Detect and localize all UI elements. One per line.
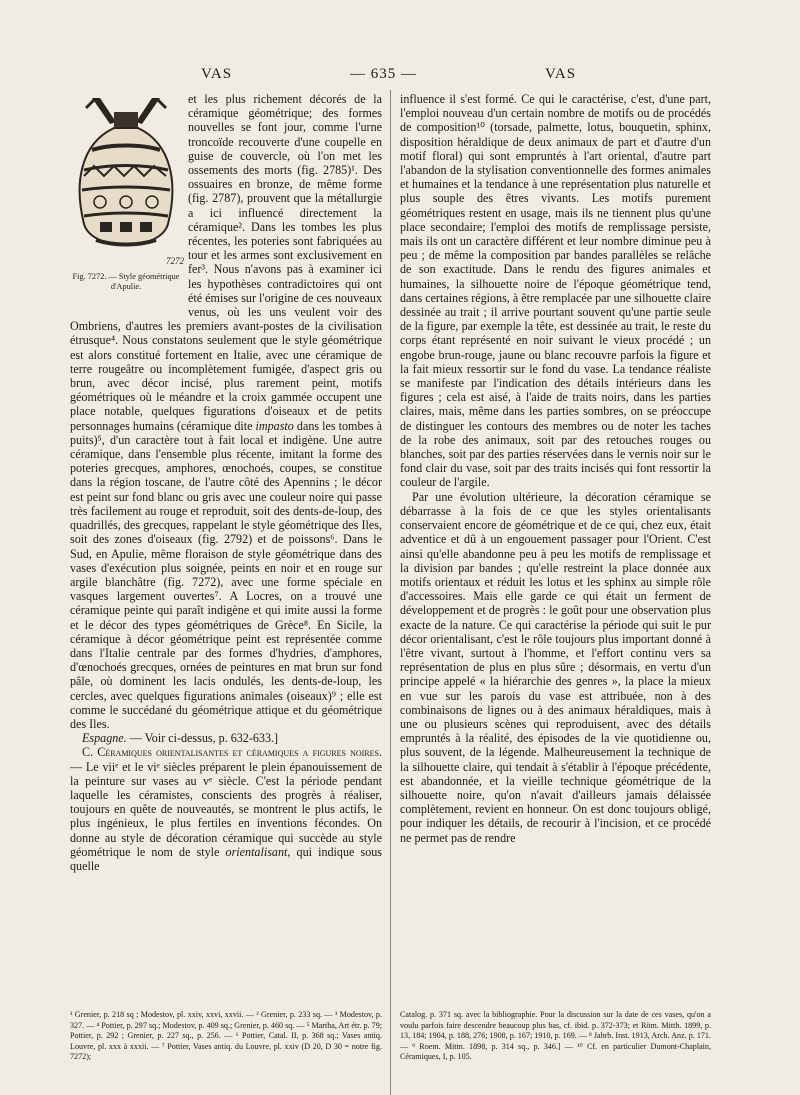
footnotes-left	[70, 1010, 382, 1063]
footnotes-right	[400, 1010, 711, 1063]
text-run: dans les tombes à puits)⁵, d'un caractère tout à fait local et indigène. Une autre céramique, dans l'ensemble plus récente, imitant la forme des poteries grecques, amphores, œnochoés, coupes, se constitue dans la région toscane, de l'autre côté des Apennins ; le décor est peint sur fond blanc ou gris avec une couleur noire qui passe très facilement au rouge et reproduit, soit des dents-de-loup, des quadrillés, des grecques, rappelant le style géométrique des Iles, soit des zones d'oiseaux (fig. 2792) et de poissons⁶. Dans le Sud, en Apulie, même floraison de style géométrique dans des vases d'exécution plus soignée, peints en noir et en rouge sur argile blanchâtre (fig. 7272), avec une forme spéciale en vasques largement ouvertes⁷. A Locres, on a trouvé une céramique peinte qui paraît indigène et qui imite aussi la forme et le décor des types géométriques de Grèce⁸. En Sicile, la céramique à décor géométrique peint est représentée comme dans l'Italie centrale par des formes d'hydries, d'amphores, d'œnochoés grecques, ornées de peintures en mat brun sur fond pâle, où dominent les lacis ondulés, les dents-de-loup, les cercles, avec quelques figurations animales (oiseaux)⁹ ; elle est comme le succédané du géométrique attique et du géométrique des Iles.	[70, 418, 382, 731]
right-column	[400, 92, 711, 845]
section-c-paragraph	[70, 745, 382, 873]
text-run: — Voir ci-dessus, p. 632-633.]	[126, 731, 279, 746]
text-run: et les plus richement décorés de la céramique géométrique; des formes nouvelles se font jour, comme l'urne troncoïde recouverte d'une coupelle en guise de couvercle, où l'on met les ossements des morts (fig. 2785)¹. Des ossuaires en bronze, de même forme (fig. 2787), prouvent que la métallurgie a ici influencé directement la céramique². Dans les tombes les plus récentes, les poteries sont fabriquées au tour et les armes sont exclusivement en fer³. Nous n'avons pas à examiner ici les hypothèses contradictoires qui ont été émises sur l'origine de ces nouveaux venus, où les uns veulent voir des Ombriens, d'autres les premiers avant-postes de la civilisation étrusque⁴. Nous constatons seulement que le style géométrique est alors constitué fortement en Italie, avec une céramique de terre rougeâtre ou incomplètement fumigée, d'aspect gris ou brun, avec décor incisé, plus rarement peint, motifs géométriques où le méandre et la croix gammée occupent une place notable, quelques figurations d'oiseaux et de petits personnages humains (céramique dite	[70, 92, 382, 433]
footnote-text: Catalog. p. 371 sq. avec la bibliographie. Pour la discussion sur la date de ces vases, qu'on a voulu parfois faire descendre beaucoup plus bas, cf. ibid. p. 372-373; et Röm. Mitth. 1899, p. 13, 184; 1904, p. 188, 276; 1908, p. 167; 1910, p. 169. — ⁸ Jahrb. Inst. 1913, Arch. Anz. p. 171. — ⁹ Roem. Mittn. 1898, p. 314 sq., p. 346.] — ¹⁰ Cf. en particulier Dumont-Chaplain, Céramiques, I, p. 105.	[400, 1010, 711, 1062]
right-paragraph-2: Par une évolution ultérieure, la décoration céramique se débarrasse à la fois de ce que les styles orientalisants conservaient encore de géométrique et de ce qui, chez eux, était adventice et dû à un engouement passager pour l'Orient. C'est ainsi qu'elle abandonne peu à peu les motifs de remplissage et la division par bandes ; qu'elle restreint la place donnée aux motifs orientaux et réduit les lotus et les sphinx au simple rôle d'accessoires. Mais elle garde ce qui était un ferment de développement et de progrès : le goût pour une observation plus exacte de la nature. Ce qui caractérise la période qui suit le pur décor orientalisant, c'est le rôle toujours plus important donné à l'être vivant, surtout à l'homme, et l'effort continu vers sa représentation de plus en plus sûre ; désormais, en vertu d'un principe appelé « la hiérarchie des genres », la place la mieux en vue sur les parois du vase est attribuée, non à des combinaisons de lignes ou à des animaux héraldiques, mais à une ou plusieurs scènes qui reproduisent, avec des détails empruntés à la réalité, des épisodes de la vie quotidienne ou, plus souvent, de la légende. Malheureusement la technique de la silhouette claire, qui tendait à s'établir à l'époque précédente, est abandonnée, et la vieille technique géométrique de la silhouette noire, qu'on n'avait d'ailleurs jamais délaissée complètement, revient en honneur. On est donc toujours obligé, pour indiquer les détails, de recourir à l'incision, et ce procédé ne permet pas de rendre	[400, 489, 711, 845]
text-run: — Le viiᵉ et le viᵉ siècles préparent le plein épanouissement de la peinture sur vases au vᵉ siècle. C'est la période pendant laquelle les céramistes, conscients des progrès à réaliser, toujours en quête de nouveautés, se montrent le plus actifs, le plus ingénieux, le plus fertiles en inventions fécondes. On donne au style de décoration céramique qui succède au style géométrique le nom de style	[70, 759, 382, 859]
page-number: — 635 —	[350, 66, 417, 82]
section-c-heading: C. Céramiques orientalisantes et céramiques a figures noires.	[82, 745, 382, 760]
text-run: , qui indique sous quelle	[70, 844, 382, 873]
footnote-text: ¹ Grenier, p. 218 sq ; Modestov, pl. xxiv, xxvi, xxvii. — ² Grenier, p. 233 sq. — ³ Modestov, p. 327. — ⁴ Pottier, p. 297 sq.; Modestov, p. 409 sq.; Grenier, p. 460 sq. — ⁵ Martha, Art étr. p. 79; Pottier, p. 292 ; Grenier, p. 227 sq., p. 256. — ⁶ Pottier, Catal. II, p. 368 sq.; Vases antiq. Louvre, pl. xxx à xxxii. — ⁷ Pottier, Vases antiq. du Louvre, pl. xxiv (D 20, D 30 = notre fig. 7272);	[70, 1010, 382, 1062]
running-head-left: VAS	[201, 66, 233, 82]
running-head-right: VAS	[545, 66, 577, 82]
figure-sketch-mark: 7272	[166, 256, 184, 266]
figure-caption: Fig. 7272. — Style géométrique d'Apulie.	[72, 272, 180, 291]
figure-7272	[70, 94, 182, 306]
italic-term-orientalisant: orientalisant	[225, 844, 288, 859]
apulian-vase-illustration	[70, 94, 182, 270]
espagne-paragraph	[70, 731, 382, 745]
column-divider	[390, 90, 391, 1095]
italic-term-impasto: impasto	[255, 418, 294, 433]
section-label-espagne: Espagne.	[82, 731, 127, 746]
right-paragraph-1: influence il s'est formé. Ce qui le caractérise, c'est, d'une part, l'emploi nouveau d'un certain nombre de motifs ou de procédés de composition¹⁰ (torsade, palmette, lotus, bouquetin, sphinx, disposition héraldique de deux animaux de part et d'autre d'un motif floral) qui sont empruntés à l'art oriental, d'autre part l'abandon de la stylisation conventionnelle des formes animales et humaines et la tendance à une représentation plus naturelle et plus souple des êtres vivants. Les motifs purement géométriques restent en usage, mais ils ne tiennent plus qu'une place secondaire; l'emploi des motifs de remplissage persiste, mais ils ont un caractère différent et leur nombre diminue peu à peu ; de même la composition par bandes parallèles se relâche de son exactitude. Dans le rendu des figures animales et humaines, la silhouette noire de l'époque géométrique tend, dans certaines régions, à être remplacée par une silhouette claire dessinée au trait ; il arrive pourtant souvent qu'une partie seule de la figure, par exemple la tête, est dessinée au trait, le reste du corps étant représenté en noir suivant le vieux procédé ; un engobe brun-rouge, jaune ou blanc recouvre parfois la figure et la fait mieux ressortir sur le fond du vase. La tendance réaliste se manifeste par l'indication des détails intérieurs dans les figures ; cela est aisé, à l'aide de traits noirs, dans les parties claires, mais, même dans les parties sombres, on se préoccupe de distinguer les contours des membres ou de noter les taches de la robe des animaux, soit par des retouches rouges ou blanches, soit par des parties réservées dans le vernis noir sur le fond clair du vase, soit par des traits incisés qui font ressortir la couleur de l'argile.	[400, 92, 711, 490]
left-column	[70, 92, 382, 873]
